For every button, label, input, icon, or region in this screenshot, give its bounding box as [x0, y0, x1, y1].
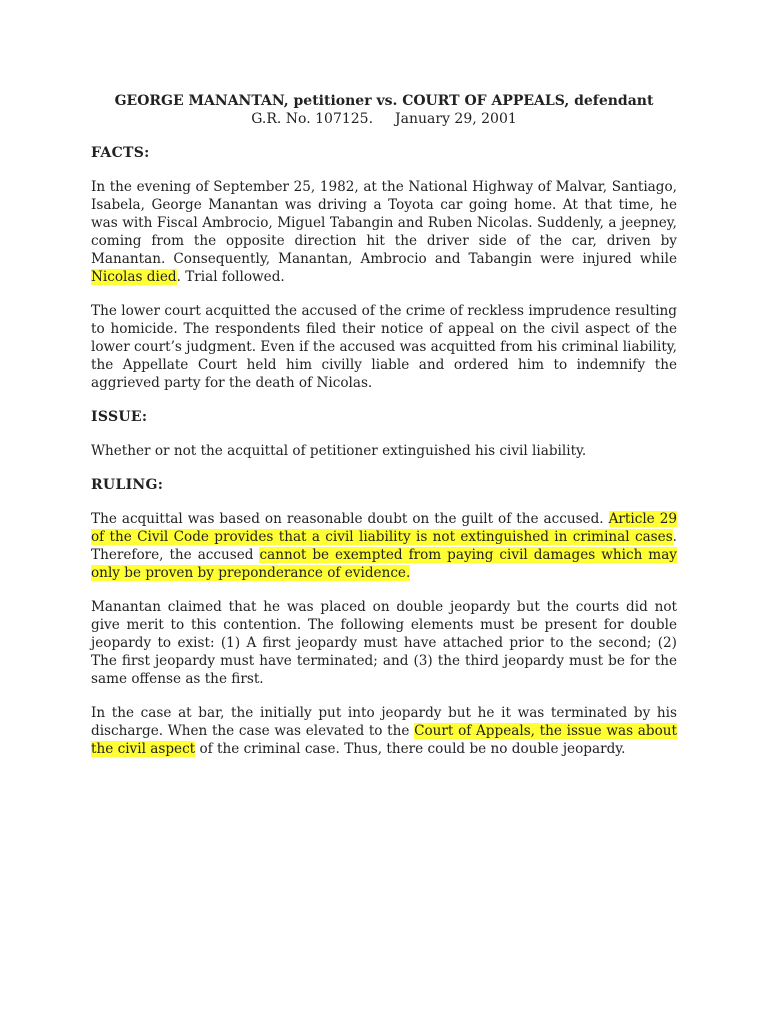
ruling-heading: RULING:: [91, 477, 164, 493]
issue-heading: ISSUE:: [91, 409, 148, 425]
case-date: January 29, 2001: [395, 111, 517, 127]
facts-heading: FACTS:: [91, 145, 150, 161]
gr-number: G.R. No. 107125.: [251, 111, 374, 127]
issue-paragraph: Whether or not the acquittal of petitioner extinguished his civil liability.: [91, 443, 587, 459]
highlight-court-of-appeals: Court of Appeals, the issue was about the civil aspect: [91, 723, 677, 757]
ruling-paragraph-1: [91, 510, 677, 582]
case-citation: [91, 110, 677, 128]
ruling-text: In the case at bar, the initially put into jeopardy but he it was terminated by his discharge. When the case was elevated to the: [91, 705, 677, 739]
ruling-text: . Therefore, the accused: [91, 529, 677, 563]
facts-text: . Trial followed.: [176, 269, 285, 285]
ruling-text: of the criminal case. Thus, there could be no double jeopardy.: [195, 741, 626, 757]
facts-text: In the evening of September 25, 1982, at the National Highway of Malvar, Santiago, Isabela, George Manantan was driving a Toyota car going home. At that time, he was with Fiscal Ambrocio, Miguel Tabangin and Ruben Nicolas. Suddenly, a jeepney, coming from the opposite direction hit the driver side of the car, driven by Manantan. Consequently, Manantan, Ambrocio and Tabangin were injured while: [91, 179, 677, 267]
ruling-text: The acquittal was based on reasonable doubt on the guilt of the accused.: [91, 511, 609, 527]
highlight-civil-damages: cannot be exempted from paying civil damages which may only be proven by preponderance of evidence.: [91, 547, 677, 581]
facts-paragraph-2: The lower court acquitted the accused of the crime of reckless imprudence resulting to homicide. The respondents filed their notice of appeal on the civil aspect of the lower court’s judgment. Even if the accused was acquitted from his criminal liability, the Appellate Court held him civilly liable and ordered him to indemnify the aggrieved party for the death of Nicolas.: [91, 303, 677, 391]
ruling-paragraph-3: [91, 704, 677, 758]
facts-paragraph-1: [91, 178, 677, 286]
case-title: GEORGE MANANTAN, petitioner vs. COURT OF APPEALS, defendant: [114, 93, 654, 109]
ruling-paragraph-2: Manantan claimed that he was placed on double jeopardy but the courts did not give merit to this contention. The following elements must be present for double jeopardy to exist: (1) A first jeopardy must have attached prior to the second; (2) The first jeopardy must have terminated; and (3) the third jeopardy must be for the same offense as the first.: [91, 599, 677, 687]
highlight-nicolas-died: Nicolas died: [91, 269, 177, 285]
highlight-article-29: Article 29 of the Civil Code provides that a civil liability is not extinguished in criminal cases: [91, 511, 677, 545]
